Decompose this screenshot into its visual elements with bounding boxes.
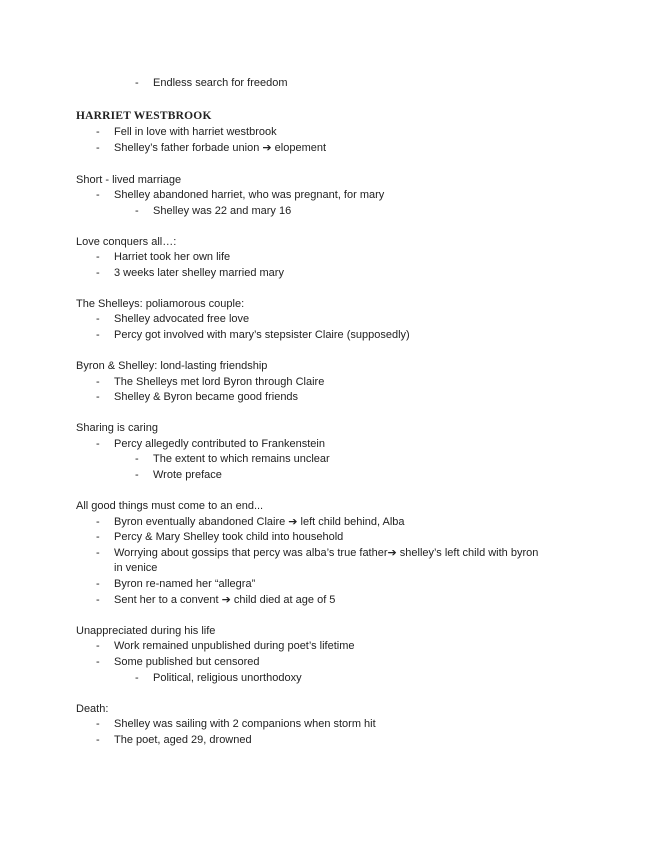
list-item [0,654,655,670]
bullet-dash: - [96,438,100,450]
bullet-dash: - [135,469,139,481]
list-item-text: 3 weeks later shelley married mary [114,267,284,279]
list-item-continuation [0,560,655,576]
sub-list-item [0,670,655,686]
bullet-dash: - [135,205,139,217]
list-item [0,436,655,452]
list-item [0,124,655,140]
bullet-dash: - [96,313,100,325]
list-item-text: Byron eventually abandoned Claire ➔ left child behind, Alba [114,516,405,528]
list-item-text: Fell in love with harriet westbrook [114,126,277,138]
section-heading [0,234,655,250]
section-heading [0,108,655,124]
list-item [0,75,655,91]
list-item-text: Shelley was 22 and mary 16 [153,205,292,217]
bullet-dash: - [96,734,100,746]
bullet-dash: - [96,718,100,730]
list-item [0,716,655,732]
harriet-heading: HARRIET WESTBROOK [76,110,212,122]
section-heading [0,420,655,436]
couple-heading: The Shelleys: poliamorous couple: [76,298,245,310]
love-heading: Love conquers all…: [76,236,177,248]
list-item [0,545,655,561]
bullet-dash: - [96,391,100,403]
list-item [0,638,655,654]
list-item [0,327,655,343]
section-heading [0,296,655,312]
list-item-text: Political, religious unorthodoxy [153,672,302,684]
list-item [0,389,655,405]
section-heading [0,623,655,639]
unappreciated-heading: Unappreciated during his life [76,625,216,637]
list-item-text: Harriet took her own life [114,251,231,263]
bullet-dash: - [96,189,100,201]
list-item-text: in venice [114,562,158,574]
list-item [0,187,655,203]
sub-list-item [0,451,655,467]
section-heading [0,498,655,514]
list-item-text: Percy got involved with mary’s stepsister Claire (supposedly) [114,329,410,341]
bullet-dash: - [96,376,100,388]
friendship-heading: Byron & Shelley: lond-lasting friendship [76,360,268,372]
list-item-text: Shelley advocated free love [114,313,250,325]
list-item [0,732,655,748]
list-item-text: Shelley & Byron became good friends [114,391,299,403]
bullet-dash: - [135,453,139,465]
list-item-text: Shelley was sailing with 2 companions when storm hit [114,718,376,730]
list-item [0,529,655,545]
section-heading [0,701,655,717]
bullet-dash: - [96,578,100,590]
list-item [0,514,655,530]
list-item-text: The Shelleys met lord Byron through Claire [114,376,325,388]
list-item-text: Sent her to a convent ➔ child died at age of 5 [114,594,336,606]
list-item-text: Some published but censored [114,656,260,668]
bullet-dash: - [96,126,100,138]
list-item [0,374,655,390]
section-heading [0,358,655,374]
bullet-dash: - [96,640,100,652]
list-item-text: Endless search for freedom [153,77,288,89]
sub-list-item [0,467,655,483]
bullet-dash: - [96,531,100,543]
bullet-dash: - [96,547,100,559]
short-lived-heading: Short - lived marriage [76,174,182,186]
list-item-text: Byron re-named her “allegra” [114,578,256,590]
list-item-text: Work remained unpublished during poet’s lifetime [114,640,355,652]
bullet-dash: - [135,672,139,684]
list-item-text: Worrying about gossips that percy was alba’s true father➔ shelley’s left child with byron [114,547,539,559]
list-item-text: The poet, aged 29, drowned [114,734,252,746]
list-item-text: Percy allegedly contributed to Frankenstein [114,438,325,450]
sharing-heading: Sharing is caring [76,422,158,434]
section-heading [0,172,655,188]
list-item-text: Percy & Mary Shelley took child into household [114,531,344,543]
list-item-text: The extent to which remains unclear [153,453,330,465]
death-heading: Death: [76,703,109,715]
list-item [0,265,655,281]
bullet-dash: - [96,594,100,606]
list-item-text: Wrote preface [153,469,222,481]
list-item [0,311,655,327]
bullet-dash: - [96,656,100,668]
bullet-dash: - [96,267,100,279]
bullet-dash: - [96,516,100,528]
list-item [0,140,655,156]
sub-list-item [0,203,655,219]
bullet-dash: - [96,251,100,263]
list-item-text: Shelley’s father forbade union ➔ elopement [114,142,327,154]
list-item [0,576,655,592]
end-heading: All good things must come to an end... [76,500,264,512]
bullet-dash: - [135,77,139,89]
bullet-dash: - [96,142,100,154]
list-item-text: Shelley abandoned harriet, who was pregnant, for mary [114,189,385,201]
list-item [0,249,655,265]
bullet-dash: - [96,329,100,341]
list-item [0,592,655,608]
